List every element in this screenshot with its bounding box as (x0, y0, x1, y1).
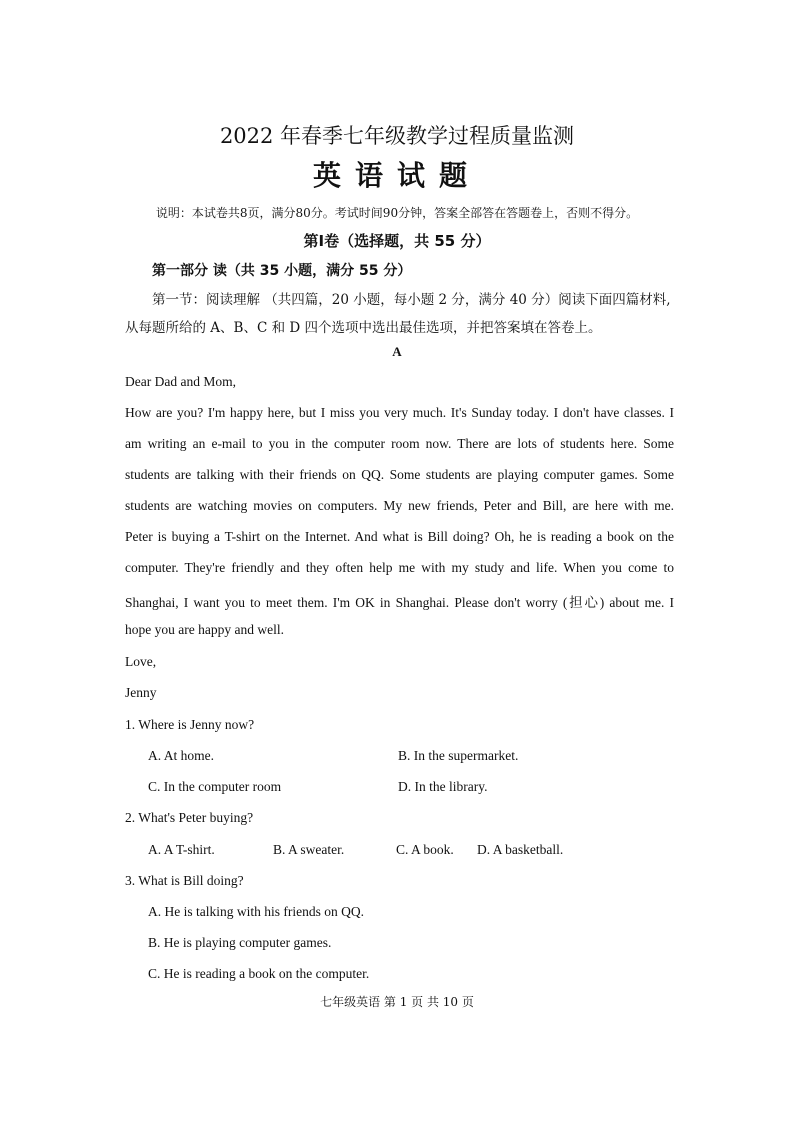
letter-greeting: Dear Dad and Mom, (125, 374, 236, 389)
question-stem: 2. What's Peter buying? (125, 810, 254, 825)
exam-title: 2022 年春季七年级教学过程质量监测 (219, 124, 575, 148)
passage-line: hope you are happy and well. (125, 622, 284, 637)
page-footer: 七年级英语 第 1 页 共 10 页 (320, 995, 474, 1009)
question-stem: 1. Where is Jenny now? (125, 717, 255, 732)
section-intro-line-1: 第一节：阅读理解 （共四篇，20 小题，每小题 2 分，满分 40 分）阅读下面四篇材料, (152, 292, 671, 308)
letter-signature: Jenny (125, 685, 157, 700)
volume-heading: 第Ⅰ卷（选择题，共 55 分） (303, 232, 491, 250)
answer-option: A. At home. (148, 748, 214, 763)
section-intro-line-2: 从每题所给的 A、B、C 和 D 四个选项中选出最佳选项，并把答案填在答卷上。 (125, 320, 602, 336)
question-stem: 3. What is Bill doing? (125, 873, 244, 888)
letter-closing: Love, (125, 654, 157, 669)
passage-line: Peter is buying a T-shirt on the Internet. And what is Bill doing? Oh, he is reading a book on the (125, 529, 674, 544)
passage-line: students are watching movies on computers. My new friends, Peter and Bill, are here with me. (125, 498, 674, 513)
passage-line: How are you? I'm happy here, but I miss you very much. It's Sunday today. I don't have classes. I (125, 405, 674, 420)
passage-line: am writing an e-mail to you in the computer room now. There are lots of students here. Some (125, 436, 674, 451)
answer-option: C. A book. (396, 842, 454, 857)
answer-option: B. In the supermarket. (398, 748, 519, 763)
passage-label: A (392, 344, 402, 359)
passage-line: Shanghai, I want you to meet them. I'm OK in Shanghai. Please don't worry (担心) about me. I (125, 595, 674, 610)
part-heading: 第一部分 读（共 35 小题，满分 55 分） (152, 263, 412, 279)
answer-option: C. He is reading a book on the computer. (148, 966, 370, 981)
answer-option: C. In the computer room (148, 779, 282, 794)
answer-option: B. He is playing computer games. (148, 935, 332, 950)
answer-option: D. In the library. (398, 779, 488, 794)
answer-option: B. A sweater. (273, 842, 345, 857)
passage-line: students are talking with their friends on QQ. Some students are playing computer games. Some (125, 467, 674, 482)
exam-instructions: 说明：本试卷共8页，满分80分。考试时间90分钟，答案全部答在答题卷上，否则不得分。 (155, 206, 639, 220)
answer-option: D. A basketball. (477, 842, 564, 857)
exam-subtitle: 英语试题 (312, 159, 481, 192)
answer-option: A. He is talking with his friends on QQ. (148, 904, 364, 919)
passage-line: computer. They're friendly and they often help me with my study and life. When you come to (125, 560, 674, 575)
answer-option: A. A T-shirt. (148, 842, 215, 857)
